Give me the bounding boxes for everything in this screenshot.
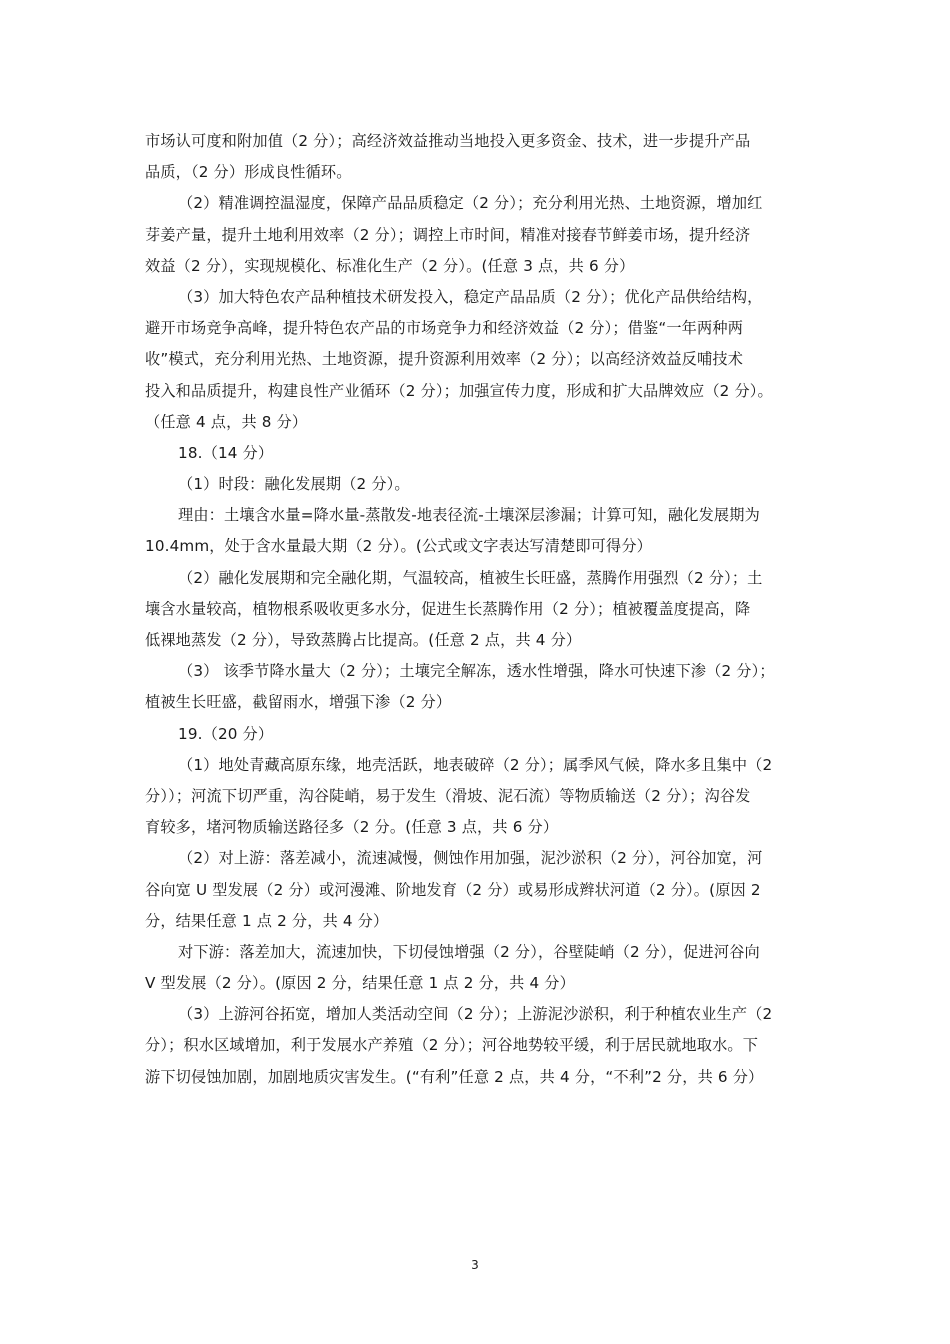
text-line: 谷向宽 U 型发展（2 分）或河漫滩、阶地发育（2 分）或易形成辫状河道（2 分）。(原因 2 (145, 880, 761, 899)
text-line: 投入和品质提升，构建良性产业循环（2 分）；加强宣传力度，形成和扩大品牌效应（2 分）。 (145, 381, 773, 400)
text-line: 分，结果任意 1 点 2 分，共 4 分） (145, 911, 389, 930)
q19-downstream-line: 对下游：落差加大，流速加快，下切侵蚀增强（2 分），谷壁陡峭（2 分），促进河谷向 (178, 942, 760, 961)
q19-part-1-line: （1）地处青藏高原东缘，地壳活跃，地表破碎（2 分）；属季风气候，降水多且集中（2 (178, 755, 773, 774)
text-line: 育较多，堵河物质输送路径多（2 分。(任意 3 点，共 6 分） (145, 818, 559, 837)
text-line: 游下切侵蚀加剧，加剧地质灾害发生。(“有利”任意 2 点，共 4 分，“不利”2 分，共 6 分） (145, 1067, 764, 1086)
answer-part-2-line: （2）精准调控温湿度，保障产品品质稳定（2 分）；充分利用光热、土地资源，增加红 (178, 194, 763, 213)
text-line: 收”模式，充分利用光热、土地资源，提升资源利用效率（2 分）；以高经济效益反哺技术 (145, 350, 744, 369)
q19-part-3-line: （3）上游河谷拓宽，增加人类活动空间（2 分）；上游泥沙淤积，利于种植农业生产（2 (178, 1005, 773, 1024)
q18-reason-line: 理由：土壤含水量=降水量-蒸散发-地表径流-土壤深层渗漏；计算可知，融化发展期为 (178, 506, 760, 525)
text-line: 避开市场竞争高峰，提升特色农产品的市场竞争力和经济效益（2 分）；借鉴“一年两种两 (145, 319, 744, 338)
page-number: 3 (471, 1258, 479, 1272)
text-line: （任意 4 点，共 8 分） (145, 412, 308, 431)
text-line: 芽姜产量，提升土地利用效率（2 分）；调控上市时间，精准对接春节鲜姜市场，提升经济 (145, 225, 751, 244)
text-line: 分）；积水区域增加，利于发展水产养殖（2 分）；河谷地势较平缓，利于居民就地取水。下 (145, 1036, 759, 1055)
text-line: 分））；河流下切严重，沟谷陡峭，易于发生（滑坡、泥石流）等物质输送（2 分）；沟谷发 (145, 786, 751, 805)
text-line: 市场认可度和附加值（2 分）；高经济效益推动当地投入更多资金、技术，进一步提升产品 (145, 132, 751, 150)
text-line: V 型发展（2 分）。(原因 2 分，结果任意 1 点 2 分，共 4 分） (145, 974, 575, 993)
q18-part-1-line: （1）时段：融化发展期（2 分）。 (178, 475, 410, 494)
text-line: 壤含水量较高，植物根系吸收更多水分，促进生长蒸腾作用（2 分）；植被覆盖度提高，降 (145, 599, 751, 618)
text-line: 10.4mm，处于含水量最大期（2 分）。(公式或文字表达写清楚即可得分） (145, 537, 653, 556)
q19-part-2-line: （2）对上游：落差减小，流速减慢，侧蚀作用加强，泥沙淤积（2 分），河谷加宽，河 (178, 849, 763, 868)
q18-part-2-line: （2）融化发展期和完全融化期，气温较高，植被生长旺盛，蒸腾作用强烈（2 分）；土 (178, 568, 763, 587)
text-line: 植被生长旺盛，截留雨水，增强下渗（2 分） (145, 693, 452, 712)
question-18-heading: 18.（14 分） (178, 443, 274, 462)
answer-text-body (145, 126, 807, 1093)
answer-part-3-line: （3）加大特色农产品种植技术研发投入，稳定产品品质（2 分）；优化产品供给结构， (178, 287, 763, 306)
text-line: 效益（2 分），实现规模化、标准化生产（2 分）。(任意 3 点，共 6 分） (145, 256, 635, 275)
question-19-heading: 19.（20 分） (178, 724, 274, 743)
text-line: 低裸地蒸发（2 分），导致蒸腾占比提高。(任意 2 点，共 4 分） (145, 631, 582, 649)
q18-part-3-line: （3） 该季节降水量大（2 分）；土壤完全解冻，透水性增强，降水可快速下渗（2 分）； (178, 662, 775, 681)
text-line: 品质，（2 分）形成良性循环。 (145, 163, 352, 182)
